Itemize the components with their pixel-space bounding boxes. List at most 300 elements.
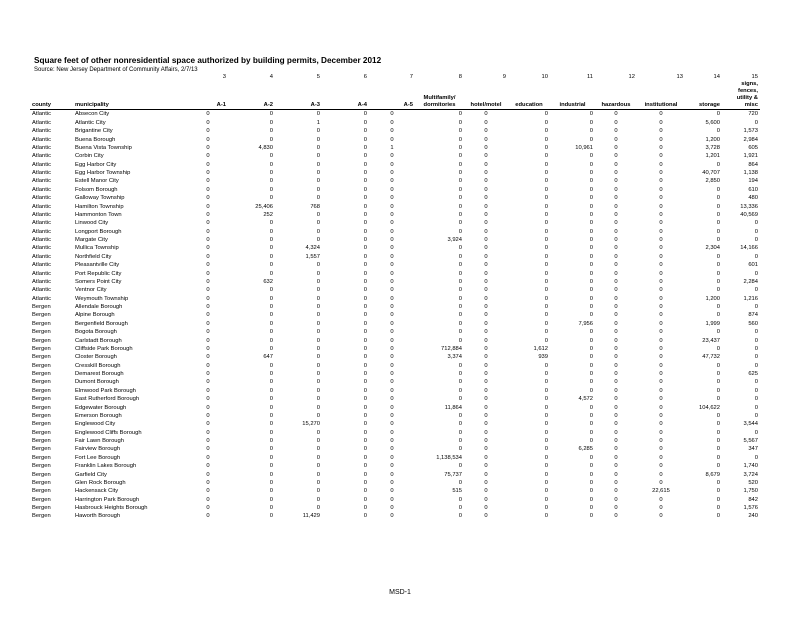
table-row [30, 110, 760, 119]
county-cell: Bergen [32, 463, 51, 470]
value-cell: 0 [544, 270, 548, 277]
value-cell: 0 [659, 136, 663, 143]
value-cell: 6,285 [578, 446, 593, 453]
value-cell: 0 [754, 354, 758, 361]
value-cell: 0 [754, 329, 758, 336]
value-cell: 0 [316, 220, 320, 227]
value-cell: 647 [263, 354, 273, 361]
municipality-cell: Galloway Township [75, 195, 125, 202]
value-cell: 0 [544, 479, 548, 486]
value-cell: 0 [458, 220, 462, 227]
table-row [30, 177, 760, 185]
value-cell: 0 [484, 387, 488, 394]
value-cell: 0 [614, 195, 618, 202]
value-cell: 0 [544, 505, 548, 511]
value-cell: 0 [363, 195, 367, 202]
table-row [30, 278, 760, 286]
value-cell: 0 [316, 412, 320, 419]
value-cell: 14,166 [740, 245, 758, 252]
value-cell: 0 [363, 396, 367, 403]
municipality-cell: Fort Lee Borough [75, 454, 121, 461]
value-cell: 0 [659, 203, 663, 210]
value-cell: 0 [484, 421, 488, 428]
value-cell: 0 [390, 211, 394, 218]
value-cell: 0 [269, 304, 273, 310]
value-cell: 0 [754, 237, 758, 243]
value-cell: 0 [458, 111, 462, 118]
value-cell: 0 [363, 505, 367, 511]
table-row [30, 320, 760, 328]
value-cell: 0 [390, 253, 394, 260]
value-cell: 0 [659, 329, 663, 336]
value-cell: 0 [614, 262, 618, 269]
value-cell: 0 [614, 128, 618, 135]
value-cell: 0 [614, 220, 618, 227]
value-cell: 0 [206, 237, 210, 243]
municipality-cell: Linwood City [75, 220, 109, 227]
table-row [30, 487, 760, 495]
municipality-cell: Harrington Park Borough [75, 496, 140, 503]
value-cell: 0 [716, 304, 720, 310]
municipality-cell: Weymouth Township [75, 295, 129, 302]
value-cell: 0 [544, 412, 548, 419]
value-cell: 0 [316, 505, 320, 511]
table-row [30, 504, 760, 512]
value-cell: 0 [316, 454, 320, 461]
value-cell: 0 [544, 237, 548, 243]
value-cell: 0 [614, 228, 618, 235]
municipality-cell: Longport Borough [75, 228, 122, 235]
municipality-cell: Margate City [75, 237, 108, 243]
value-cell: 0 [614, 421, 618, 428]
value-cell: 0 [716, 161, 720, 168]
value-cell: 0 [589, 111, 593, 118]
value-cell: 0 [458, 211, 462, 218]
value-cell: 0 [206, 128, 210, 135]
value-cell: 0 [544, 245, 548, 252]
value-cell: 0 [484, 128, 488, 135]
value-cell: 0 [206, 220, 210, 227]
value-cell: 0 [659, 161, 663, 168]
value-cell: 0 [544, 421, 548, 428]
county-cell: Bergen [32, 505, 51, 511]
value-cell: 0 [484, 429, 488, 436]
value-cell: 0 [589, 178, 593, 185]
value-cell: 0 [614, 170, 618, 176]
value-cell: 0 [589, 237, 593, 243]
value-cell: 0 [390, 337, 394, 344]
value-cell: 0 [458, 446, 462, 453]
value-cell: 0 [316, 278, 320, 285]
value-cell: 0 [484, 161, 488, 168]
value-cell: 0 [269, 329, 273, 336]
value-cell: 0 [589, 404, 593, 411]
value-cell: 0 [363, 479, 367, 486]
value-cell: 5,567 [743, 438, 758, 444]
column-header: industrial [550, 81, 595, 110]
table-row [30, 471, 760, 479]
value-cell: 0 [316, 186, 320, 193]
value-cell: 0 [659, 479, 663, 486]
value-cell: 1 [316, 119, 320, 126]
table-row [30, 345, 760, 353]
source-note: Source: New Jersey Department of Community Affairs, 2/7/13 [34, 67, 198, 73]
value-cell: 0 [484, 496, 488, 503]
value-cell: 0 [458, 371, 462, 377]
value-cell: 0 [716, 379, 720, 386]
value-cell: 0 [206, 119, 210, 126]
value-cell: 0 [544, 186, 548, 193]
value-cell: 0 [589, 186, 593, 193]
value-cell: 0 [659, 186, 663, 193]
value-cell: 0 [269, 463, 273, 470]
value-cell: 25,406 [255, 203, 273, 210]
municipality-cell: Hackensack City [75, 488, 119, 495]
value-cell: 0 [716, 463, 720, 470]
value-cell: 0 [363, 111, 367, 118]
value-cell: 0 [716, 203, 720, 210]
value-cell: 0 [589, 245, 593, 252]
value-cell: 0 [206, 421, 210, 428]
value-cell: 0 [659, 228, 663, 235]
value-cell: 0 [589, 505, 593, 511]
value-cell: 0 [269, 119, 273, 126]
value-cell: 0 [754, 387, 758, 394]
value-cell: 0 [390, 329, 394, 336]
value-cell: 0 [316, 304, 320, 310]
table-row [30, 337, 760, 345]
county-cell: Bergen [32, 371, 51, 377]
value-cell: 0 [206, 287, 210, 294]
value-cell: 0 [269, 295, 273, 302]
value-cell: 0 [716, 454, 720, 461]
value-cell: 0 [269, 362, 273, 369]
value-cell: 0 [316, 371, 320, 377]
column-header: Multifamily/ dormitories [415, 81, 464, 110]
county-cell: Atlantic [32, 245, 52, 252]
value-cell: 0 [458, 412, 462, 419]
value-cell: 0 [659, 354, 663, 361]
value-cell: 0 [316, 211, 320, 218]
value-cell: 0 [614, 211, 618, 218]
column-header: A-3 [275, 81, 322, 110]
value-cell: 7,956 [578, 320, 593, 327]
column-number: 15 [751, 74, 758, 80]
value-cell: 0 [659, 404, 663, 411]
value-cell: 0 [754, 396, 758, 403]
table-row [30, 437, 760, 445]
value-cell: 0 [458, 379, 462, 386]
value-cell: 0 [484, 446, 488, 453]
value-cell: 0 [589, 295, 593, 302]
municipality-cell: Emerson Borough [75, 412, 122, 419]
value-cell: 0 [206, 153, 210, 160]
value-cell: 0 [206, 245, 210, 252]
column-header: county [30, 81, 73, 110]
value-cell: 0 [659, 320, 663, 327]
value-cell: 0 [754, 379, 758, 386]
value-cell: 0 [206, 429, 210, 436]
value-cell: 0 [458, 170, 462, 176]
county-cell: Bergen [32, 362, 51, 369]
value-cell: 0 [206, 379, 210, 386]
value-cell: 0 [484, 111, 488, 118]
value-cell: 0 [390, 153, 394, 160]
value-cell: 0 [659, 128, 663, 135]
value-cell: 0 [589, 287, 593, 294]
value-cell: 0 [659, 178, 663, 185]
value-cell: 0 [614, 136, 618, 143]
value-cell: 0 [390, 295, 394, 302]
value-cell: 0 [716, 412, 720, 419]
value-cell: 0 [589, 471, 593, 478]
value-cell: 0 [269, 387, 273, 394]
value-cell: 768 [310, 203, 320, 210]
value-cell: 0 [544, 128, 548, 135]
value-cell: 0 [716, 371, 720, 377]
value-cell: 0 [589, 337, 593, 344]
table-row [30, 429, 760, 437]
value-cell: 0 [589, 387, 593, 394]
value-cell: 0 [316, 128, 320, 135]
value-cell: 0 [206, 195, 210, 202]
value-cell: 0 [544, 429, 548, 436]
value-cell: 0 [659, 371, 663, 377]
value-cell: 0 [589, 488, 593, 495]
value-cell: 0 [614, 119, 618, 126]
value-cell: 0 [716, 220, 720, 227]
value-cell: 0 [716, 287, 720, 294]
value-cell: 0 [544, 471, 548, 478]
county-cell: Atlantic [32, 195, 52, 202]
county-cell: Atlantic [32, 220, 52, 227]
column-number: 12 [628, 74, 635, 80]
value-cell: 0 [614, 471, 618, 478]
value-cell: 0 [269, 270, 273, 277]
value-cell: 0 [206, 387, 210, 394]
municipality-cell: Carlstadt Borough [75, 337, 122, 344]
table-row [30, 378, 760, 386]
value-cell: 0 [458, 128, 462, 135]
table-row [30, 144, 760, 152]
table-body [30, 110, 760, 521]
municipality-cell: Absecon City [75, 111, 110, 118]
value-cell: 0 [484, 345, 488, 352]
column-number: 11 [586, 74, 593, 80]
value-cell: 0 [614, 362, 618, 369]
value-cell: 0 [269, 253, 273, 260]
municipality-cell: Cresskill Borough [75, 362, 121, 369]
value-cell: 0 [484, 479, 488, 486]
value-cell: 0 [363, 253, 367, 260]
value-cell: 0 [206, 404, 210, 411]
county-cell: Bergen [32, 320, 51, 327]
value-cell: 0 [269, 488, 273, 495]
value-cell: 0 [458, 144, 462, 151]
value-cell: 0 [316, 262, 320, 269]
value-cell: 0 [206, 446, 210, 453]
value-cell: 1,216 [743, 295, 758, 302]
table-row [30, 136, 760, 144]
value-cell: 0 [589, 496, 593, 503]
value-cell: 0 [206, 312, 210, 319]
value-cell: 0 [458, 161, 462, 168]
value-cell: 0 [390, 421, 394, 428]
value-cell: 0 [316, 153, 320, 160]
value-cell: 0 [363, 237, 367, 243]
value-cell: 0 [363, 421, 367, 428]
value-cell: 0 [614, 496, 618, 503]
value-cell: 0 [484, 270, 488, 277]
value-cell: 0 [458, 295, 462, 302]
value-cell: 0 [390, 287, 394, 294]
value-cell: 0 [544, 295, 548, 302]
county-cell: Atlantic [32, 119, 52, 126]
county-cell: Atlantic [32, 278, 52, 285]
value-cell: 0 [458, 153, 462, 160]
value-cell: 0 [484, 354, 488, 361]
value-cell: 0 [484, 287, 488, 294]
value-cell: 0 [589, 429, 593, 436]
value-cell: 0 [206, 228, 210, 235]
value-cell: 0 [754, 253, 758, 260]
value-cell: 0 [614, 278, 618, 285]
value-cell: 0 [589, 262, 593, 269]
value-cell: 0 [206, 505, 210, 511]
value-cell: 0 [484, 136, 488, 143]
value-cell: 0 [544, 253, 548, 260]
value-cell: 0 [316, 170, 320, 176]
table-row [30, 127, 760, 135]
value-cell: 0 [544, 371, 548, 377]
value-cell: 0 [269, 320, 273, 327]
value-cell: 0 [363, 471, 367, 478]
value-cell: 0 [484, 295, 488, 302]
municipality-cell: Pleasantville City [75, 262, 120, 269]
value-cell: 0 [363, 178, 367, 185]
value-cell: 0 [206, 354, 210, 361]
value-cell: 0 [659, 412, 663, 419]
value-cell: 1,750 [743, 488, 758, 495]
value-cell: 0 [754, 404, 758, 411]
value-cell: 1,557 [305, 253, 320, 260]
value-cell: 0 [390, 270, 394, 277]
value-cell: 0 [363, 262, 367, 269]
value-cell: 0 [390, 320, 394, 327]
value-cell: 0 [659, 429, 663, 436]
value-cell: 0 [614, 454, 618, 461]
value-cell: 0 [614, 371, 618, 377]
value-cell: 0 [458, 203, 462, 210]
value-cell: 0 [363, 488, 367, 495]
value-cell: 0 [659, 337, 663, 344]
value-cell: 0 [659, 463, 663, 470]
county-cell: Atlantic [32, 128, 52, 135]
value-cell: 0 [458, 287, 462, 294]
county-cell: Bergen [32, 421, 51, 428]
report-title: Square feet of other nonresidential space authorized by building permits, December 2012 [34, 56, 382, 65]
value-cell: 0 [206, 144, 210, 151]
column-number: 14 [713, 74, 720, 80]
table-row [30, 203, 760, 211]
value-cell: 0 [316, 446, 320, 453]
county-cell: Atlantic [32, 170, 52, 176]
value-cell: 0 [659, 270, 663, 277]
value-cell: 1,612 [533, 345, 548, 352]
value-cell: 0 [206, 178, 210, 185]
value-cell: 874 [748, 312, 758, 319]
value-cell: 0 [269, 220, 273, 227]
table-row [30, 169, 760, 177]
value-cell: 0 [363, 170, 367, 176]
value-cell: 0 [363, 429, 367, 436]
value-cell: 0 [589, 479, 593, 486]
value-cell: 0 [484, 237, 488, 243]
value-cell: 0 [484, 471, 488, 478]
value-cell: 0 [269, 371, 273, 377]
value-cell: 22,615 [652, 488, 670, 495]
column-number: 10 [541, 74, 548, 80]
value-cell: 0 [716, 438, 720, 444]
county-cell: Atlantic [32, 186, 52, 193]
value-cell: 0 [206, 513, 210, 520]
municipality-cell: Cliffside Park Borough [75, 345, 133, 352]
municipality-cell: Fairview Borough [75, 446, 121, 453]
column-number: 5 [316, 74, 320, 80]
value-cell: 0 [544, 404, 548, 411]
table-row [30, 286, 760, 294]
value-cell: 0 [484, 278, 488, 285]
value-cell: 0 [363, 153, 367, 160]
county-cell: Bergen [32, 513, 51, 520]
value-cell: 0 [363, 278, 367, 285]
value-cell: 0 [458, 304, 462, 310]
value-cell: 0 [614, 320, 618, 327]
value-cell: 0 [363, 220, 367, 227]
value-cell: 3,924 [447, 237, 462, 243]
value-cell: 0 [390, 471, 394, 478]
value-cell: 0 [614, 429, 618, 436]
municipality-cell: Hammonton Town [75, 211, 122, 218]
value-cell: 5,600 [705, 119, 720, 126]
municipality-cell: Northfield City [75, 253, 112, 260]
county-cell: Bergen [32, 488, 51, 495]
value-cell: 0 [484, 454, 488, 461]
value-cell: 0 [206, 362, 210, 369]
column-header: education [508, 81, 550, 110]
value-cell: 0 [659, 421, 663, 428]
value-cell: 0 [316, 136, 320, 143]
municipality-cell: Demarest Borough [75, 371, 124, 377]
column-number: 3 [222, 74, 226, 80]
municipality-cell: Buena Vista Township [75, 144, 132, 151]
value-cell: 1,201 [705, 153, 720, 160]
value-cell: 0 [390, 505, 394, 511]
value-cell: 0 [589, 211, 593, 218]
value-cell: 0 [390, 345, 394, 352]
municipality-cell: Bogota Borough [75, 329, 117, 336]
value-cell: 0 [754, 454, 758, 461]
value-cell: 0 [589, 128, 593, 135]
value-cell: 0 [269, 404, 273, 411]
value-cell: 0 [659, 446, 663, 453]
value-cell: 0 [544, 496, 548, 503]
value-cell: 1,740 [743, 463, 758, 470]
value-cell: 3,728 [705, 144, 720, 151]
value-cell: 0 [316, 228, 320, 235]
value-cell: 0 [316, 471, 320, 478]
value-cell: 0 [544, 362, 548, 369]
